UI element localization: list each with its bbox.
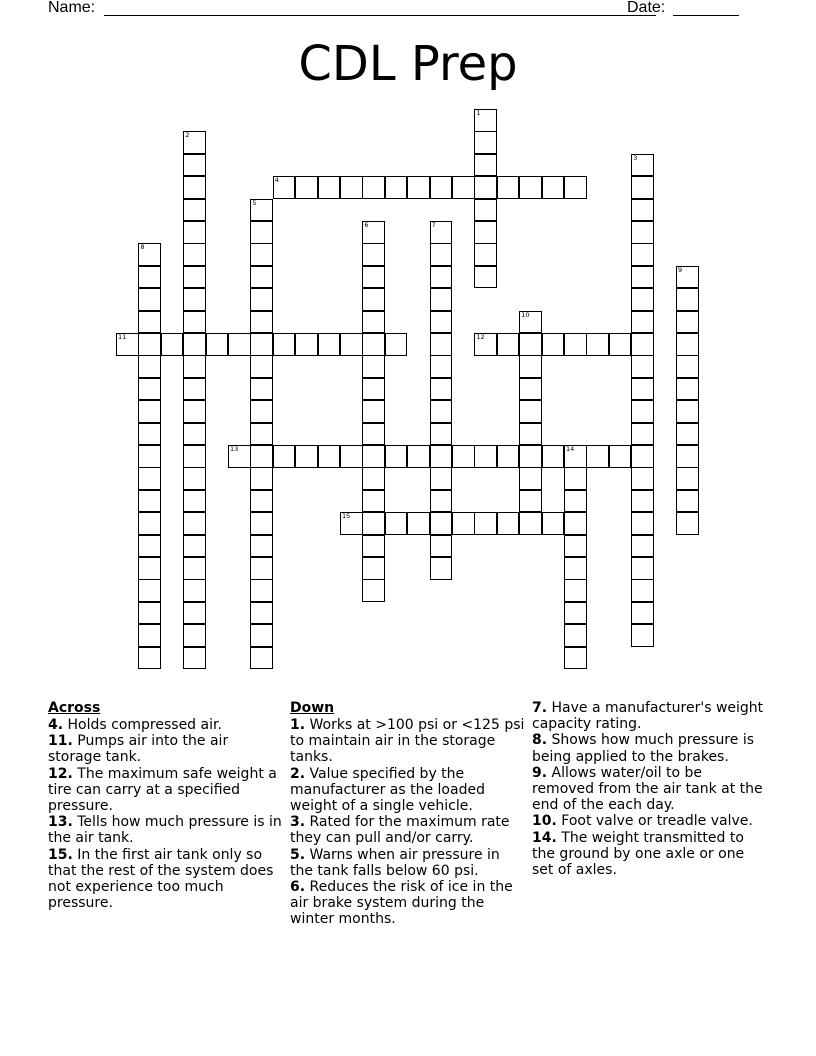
down-clues-continued	[532, 700, 768, 878]
grid-cell[interactable]	[430, 557, 453, 580]
clue-item-text: Rated for the maximum rate they can pull and/or carry.	[290, 814, 510, 847]
clue-number: 15	[342, 512, 351, 521]
grid-cell[interactable]	[474, 512, 497, 535]
grid-cell[interactable]	[430, 311, 453, 334]
grid-cell[interactable]	[430, 266, 453, 289]
grid-cell[interactable]	[631, 423, 654, 446]
grid-cell[interactable]	[138, 445, 161, 468]
grid-cell[interactable]	[250, 490, 273, 513]
clue-item-text: The weight transmitted to the ground by one axle or one set of axles.	[532, 829, 745, 879]
grid-cell[interactable]	[138, 355, 161, 378]
grid-cell[interactable]	[474, 266, 497, 289]
date-field[interactable]	[673, 15, 739, 16]
clue-item-number: 6.	[290, 879, 306, 896]
grid-cell[interactable]	[430, 535, 453, 558]
grid-cell[interactable]	[250, 355, 273, 378]
grid-cell[interactable]	[564, 445, 587, 468]
grid-cell[interactable]	[676, 467, 699, 490]
grid-cell[interactable]	[362, 512, 385, 535]
grid-cell[interactable]	[362, 557, 385, 580]
grid-cell[interactable]	[631, 512, 654, 535]
clue-item	[532, 732, 768, 764]
clue-item-number: 5.	[290, 846, 306, 863]
clue-item	[532, 830, 768, 879]
grid-cell[interactable]	[430, 355, 453, 378]
page-title: CDL Prep	[298, 36, 518, 92]
grid-cell[interactable]	[542, 333, 565, 356]
grid-cell[interactable]	[631, 378, 654, 401]
grid-cell[interactable]	[362, 423, 385, 446]
grid-cell[interactable]	[273, 176, 296, 199]
clue-item	[532, 700, 768, 732]
grid-cell[interactable]	[340, 333, 363, 356]
clue-item-text: Foot valve or treadle valve.	[556, 813, 753, 830]
grid-cell[interactable]	[362, 400, 385, 423]
grid-cell[interactable]	[138, 624, 161, 647]
grid-cell[interactable]	[676, 333, 699, 356]
clue-number: 14	[566, 445, 575, 453]
grid-cell[interactable]	[474, 154, 497, 177]
grid-cell[interactable]	[362, 333, 385, 356]
grid-cell[interactable]	[519, 400, 542, 423]
grid-cell[interactable]	[362, 355, 385, 378]
grid-cell[interactable]	[385, 333, 408, 356]
clue-item-number: 7.	[532, 700, 548, 716]
grid-cell[interactable]	[362, 311, 385, 334]
name-field[interactable]	[104, 15, 656, 16]
clue-item-text: In the first air tank only so that the rest of the system does not experience too much pressure.	[48, 846, 274, 912]
clue-item-number: 8.	[532, 732, 548, 749]
grid-cell[interactable]	[183, 557, 206, 580]
grid-cell[interactable]	[631, 199, 654, 222]
grid-cell[interactable]	[430, 490, 453, 513]
grid-cell[interactable]	[183, 355, 206, 378]
name-label: Name:	[48, 0, 96, 16]
clue-item-number: 2.	[290, 765, 306, 782]
grid-cell[interactable]	[631, 355, 654, 378]
clue-item-text: Pumps air into the air storage tank.	[48, 733, 229, 766]
clue-item	[532, 765, 768, 814]
grid-cell[interactable]	[564, 176, 587, 199]
grid-cell[interactable]	[564, 624, 587, 647]
grid-cell[interactable]	[430, 333, 453, 356]
grid-cell[interactable]	[183, 602, 206, 625]
clue-item	[48, 814, 284, 846]
grid-cell[interactable]	[676, 512, 699, 535]
grid-cell[interactable]	[273, 333, 296, 356]
grid-cell[interactable]	[138, 557, 161, 580]
grid-cell[interactable]	[362, 579, 385, 602]
grid-cell[interactable]	[430, 512, 453, 535]
grid-cell[interactable]	[564, 557, 587, 580]
grid-cell[interactable]	[138, 243, 161, 266]
grid-cell[interactable]	[474, 445, 497, 468]
grid-cell[interactable]	[452, 512, 475, 535]
grid-cell[interactable]	[452, 445, 475, 468]
grid-cell[interactable]	[183, 467, 206, 490]
clue-item	[532, 813, 768, 829]
clue-number: 9	[678, 265, 683, 274]
grid-cell[interactable]	[430, 378, 453, 401]
grid-cell[interactable]	[542, 445, 565, 468]
grid-cell[interactable]	[631, 266, 654, 289]
grid-cell[interactable]	[519, 423, 542, 446]
grid-cell[interactable]	[183, 445, 206, 468]
grid-cell[interactable]	[138, 467, 161, 490]
grid-cell[interactable]	[183, 266, 206, 289]
clue-item-number: 12.	[48, 765, 73, 782]
grid-cell[interactable]	[138, 490, 161, 513]
grid-cell[interactable]	[250, 647, 273, 670]
grid-cell[interactable]	[407, 512, 430, 535]
grid-cell[interactable]	[295, 445, 318, 468]
grid-cell[interactable]	[183, 535, 206, 558]
grid-cell[interactable]	[407, 445, 430, 468]
grid-cell[interactable]	[250, 400, 273, 423]
grid-cell[interactable]	[564, 579, 587, 602]
grid-cell[interactable]	[295, 176, 318, 199]
grid-cell[interactable]	[183, 490, 206, 513]
grid-cell[interactable]	[631, 243, 654, 266]
grid-cell[interactable]	[564, 333, 587, 356]
grid-cell[interactable]	[564, 602, 587, 625]
grid-cell[interactable]	[676, 266, 699, 289]
grid-cell[interactable]	[474, 176, 497, 199]
clue-number: 13	[230, 445, 239, 453]
grid-cell[interactable]	[138, 266, 161, 289]
grid-cell[interactable]	[631, 154, 654, 177]
grid-cell[interactable]	[116, 333, 139, 356]
grid-cell[interactable]	[676, 490, 699, 513]
grid-cell[interactable]	[362, 288, 385, 311]
grid-cell[interactable]	[430, 288, 453, 311]
grid-cell[interactable]	[362, 445, 385, 468]
grid-cell[interactable]	[250, 333, 273, 356]
grid-cell[interactable]	[250, 579, 273, 602]
clue-item-text: Reduces the risk of ice in the air brake system during the winter months.	[290, 879, 513, 928]
grid-cell[interactable]	[586, 445, 609, 468]
grid-cell[interactable]	[183, 579, 206, 602]
grid-cell[interactable]	[430, 221, 453, 244]
grid-cell[interactable]	[564, 647, 587, 670]
grid-cell[interactable]	[474, 221, 497, 244]
grid-cell[interactable]	[631, 176, 654, 199]
grid-cell[interactable]	[138, 378, 161, 401]
grid-cell[interactable]	[430, 467, 453, 490]
grid-cell[interactable]	[138, 602, 161, 625]
grid-cell[interactable]	[318, 333, 341, 356]
grid-cell[interactable]	[564, 512, 587, 535]
clue-item-number: 13.	[48, 814, 73, 831]
clue-item	[290, 847, 526, 879]
clue-number: 5	[252, 198, 257, 207]
grid-cell[interactable]	[631, 602, 654, 625]
grid-cell[interactable]	[385, 445, 408, 468]
clue-item-text: Warns when air pressure in the tank falls below 60 psi.	[290, 846, 500, 879]
grid-cell[interactable]	[631, 579, 654, 602]
grid-cell[interactable]	[228, 333, 251, 356]
grid-cell[interactable]	[250, 288, 273, 311]
grid-cell[interactable]	[362, 176, 385, 199]
grid-cell[interactable]	[542, 176, 565, 199]
clue-item-number: 3.	[290, 814, 306, 831]
grid-cell[interactable]	[631, 535, 654, 558]
clue-item-number: 1.	[290, 717, 306, 733]
grid-cell[interactable]	[250, 423, 273, 446]
clue-number: 1	[476, 109, 481, 117]
grid-cell[interactable]	[609, 333, 632, 356]
grid-cell[interactable]	[430, 445, 453, 468]
grid-cell[interactable]	[631, 288, 654, 311]
grid-cell[interactable]	[183, 311, 206, 334]
grid-cell[interactable]	[183, 176, 206, 199]
grid-cell[interactable]	[519, 311, 542, 334]
grid-cell[interactable]	[138, 400, 161, 423]
grid-cell[interactable]	[542, 512, 565, 535]
grid-cell[interactable]	[295, 333, 318, 356]
grid-cell[interactable]	[362, 266, 385, 289]
grid-cell[interactable]	[519, 512, 542, 535]
grid-cell[interactable]	[474, 131, 497, 154]
down-clue-list-continued	[532, 700, 768, 878]
grid-cell[interactable]	[183, 400, 206, 423]
grid-cell[interactable]	[519, 176, 542, 199]
grid-cell[interactable]	[474, 109, 497, 132]
grid-cell[interactable]	[631, 333, 654, 356]
grid-cell[interactable]	[631, 221, 654, 244]
grid-cell[interactable]	[138, 535, 161, 558]
grid-cell[interactable]	[340, 445, 363, 468]
clue-item	[48, 766, 284, 815]
clue-number: 11	[118, 333, 127, 341]
clue-number: 6	[364, 221, 369, 229]
grid-cell[interactable]	[676, 288, 699, 311]
across-heading: Across	[48, 700, 101, 716]
clue-item-number: 11.	[48, 733, 73, 750]
clue-item-number: 15.	[48, 846, 73, 863]
grid-cell[interactable]	[138, 512, 161, 535]
clue-item-text: Works at >100 psi or <125 psi to maintain air in the storage tanks.	[290, 717, 525, 766]
grid-cell[interactable]	[340, 176, 363, 199]
grid-cell[interactable]	[362, 243, 385, 266]
grid-cell[interactable]	[250, 199, 273, 222]
grid-cell[interactable]	[206, 333, 229, 356]
clue-number: 4	[274, 176, 279, 185]
grid-cell[interactable]	[138, 311, 161, 334]
grid-cell[interactable]	[385, 176, 408, 199]
clue-item-text: The maximum safe weight a tire can carry at a specified pressure.	[48, 765, 277, 815]
grid-cell[interactable]	[519, 467, 542, 490]
clue-number: 2	[185, 131, 190, 140]
grid-cell[interactable]	[497, 445, 520, 468]
grid-cell[interactable]	[183, 647, 206, 670]
clue-item	[290, 879, 526, 928]
grid-cell[interactable]	[362, 467, 385, 490]
grid-cell[interactable]	[609, 445, 632, 468]
grid-cell[interactable]	[318, 445, 341, 468]
clue-item-text: Have a manufacturer's weight capacity rating.	[532, 700, 764, 733]
grid-cell[interactable]	[183, 243, 206, 266]
grid-cell[interactable]	[250, 467, 273, 490]
clue-item	[48, 733, 284, 765]
grid-cell[interactable]	[564, 535, 587, 558]
grid-cell[interactable]	[250, 624, 273, 647]
clue-number: 7	[431, 221, 436, 229]
grid-cell[interactable]	[497, 176, 520, 199]
grid-cell[interactable]	[138, 647, 161, 670]
clue-number: 12	[476, 333, 485, 341]
grid-cell[interactable]	[250, 445, 273, 468]
clue-item	[290, 717, 526, 766]
grid-cell[interactable]	[474, 333, 497, 356]
grid-cell[interactable]	[138, 288, 161, 311]
grid-cell[interactable]	[474, 199, 497, 222]
grid-cell[interactable]	[138, 333, 161, 356]
clue-item-text: Tells how much pressure is in the air tank.	[48, 814, 282, 847]
grid-cell[interactable]	[497, 512, 520, 535]
grid-cell[interactable]	[676, 423, 699, 446]
grid-cell[interactable]	[183, 378, 206, 401]
grid-cell[interactable]	[183, 423, 206, 446]
grid-cell[interactable]	[183, 199, 206, 222]
down-clues	[290, 700, 526, 928]
grid-cell[interactable]	[631, 624, 654, 647]
clue-item-text: Holds compressed air.	[63, 717, 222, 733]
grid-cell[interactable]	[564, 490, 587, 513]
grid-cell[interactable]	[250, 535, 273, 558]
grid-cell[interactable]	[138, 423, 161, 446]
grid-cell[interactable]	[430, 176, 453, 199]
grid-cell[interactable]	[452, 176, 475, 199]
grid-cell[interactable]	[183, 288, 206, 311]
grid-cell[interactable]	[676, 400, 699, 423]
clue-number: 3	[633, 153, 638, 162]
grid-cell[interactable]	[430, 400, 453, 423]
grid-cell[interactable]	[183, 131, 206, 154]
across-clues	[48, 700, 284, 911]
grid-cell[interactable]	[519, 445, 542, 468]
grid-cell[interactable]	[631, 400, 654, 423]
clue-item	[290, 766, 526, 815]
grid-cell[interactable]	[430, 243, 453, 266]
clue-item	[48, 717, 284, 733]
grid-cell[interactable]	[631, 467, 654, 490]
grid-cell[interactable]	[362, 490, 385, 513]
grid-cell[interactable]	[362, 535, 385, 558]
clue-item-number: 10.	[532, 813, 557, 830]
clue-item-number: 4.	[48, 717, 64, 733]
grid-cell[interactable]	[362, 378, 385, 401]
grid-cell[interactable]	[407, 176, 430, 199]
across-clue-list	[48, 717, 284, 911]
grid-cell[interactable]	[183, 333, 206, 356]
grid-cell[interactable]	[340, 512, 363, 535]
grid-cell[interactable]	[676, 445, 699, 468]
grid-cell[interactable]	[183, 154, 206, 177]
grid-cell[interactable]	[474, 243, 497, 266]
grid-cell[interactable]	[161, 333, 184, 356]
clue-item	[48, 847, 284, 912]
grid-cell[interactable]	[228, 445, 251, 468]
grid-cell[interactable]	[250, 378, 273, 401]
clue-item-number: 14.	[532, 829, 557, 846]
grid-cell[interactable]	[519, 378, 542, 401]
clue-number: 8	[140, 243, 145, 252]
grid-cell[interactable]	[250, 311, 273, 334]
grid-cell[interactable]	[676, 378, 699, 401]
grid-cell[interactable]	[497, 333, 520, 356]
grid-cell[interactable]	[183, 221, 206, 244]
date-label: Date:	[627, 0, 666, 16]
grid-cell[interactable]	[318, 176, 341, 199]
grid-cell[interactable]	[273, 445, 296, 468]
down-clue-list	[290, 717, 526, 928]
grid-cell[interactable]	[519, 355, 542, 378]
clue-item-number: 9.	[532, 764, 548, 781]
header	[48, 0, 748, 20]
grid-cell[interactable]	[138, 579, 161, 602]
grid-cell[interactable]	[250, 512, 273, 535]
grid-cell[interactable]	[631, 490, 654, 513]
grid-cell[interactable]	[250, 266, 273, 289]
grid-cell[interactable]	[250, 221, 273, 244]
grid-cell[interactable]	[676, 355, 699, 378]
grid-cell[interactable]	[250, 243, 273, 266]
clue-item-text: Allows water/oil to be removed from the air tank at the end of the each day.	[532, 764, 763, 814]
clue-item-text: Value specified by the manufacturer as the loaded weight of a single vehicle.	[290, 765, 485, 815]
down-heading: Down	[290, 700, 335, 716]
grid-cell[interactable]	[519, 490, 542, 513]
grid-cell[interactable]	[183, 512, 206, 535]
grid-cell[interactable]	[586, 333, 609, 356]
grid-cell[interactable]	[631, 557, 654, 580]
grid-cell[interactable]	[631, 445, 654, 468]
grid-cell[interactable]	[250, 557, 273, 580]
grid-cell[interactable]	[362, 221, 385, 244]
grid-cell[interactable]	[250, 602, 273, 625]
grid-cell[interactable]	[676, 311, 699, 334]
clue-number: 10	[521, 310, 530, 319]
grid-cell[interactable]	[631, 311, 654, 334]
grid-cell[interactable]	[183, 624, 206, 647]
clue-item	[290, 814, 526, 846]
grid-cell[interactable]	[430, 423, 453, 446]
grid-cell[interactable]	[385, 512, 408, 535]
clue-item-text: Shows how much pressure is being applied to the brakes.	[532, 732, 755, 765]
grid-cell[interactable]	[519, 333, 542, 356]
grid-cell[interactable]	[564, 467, 587, 490]
